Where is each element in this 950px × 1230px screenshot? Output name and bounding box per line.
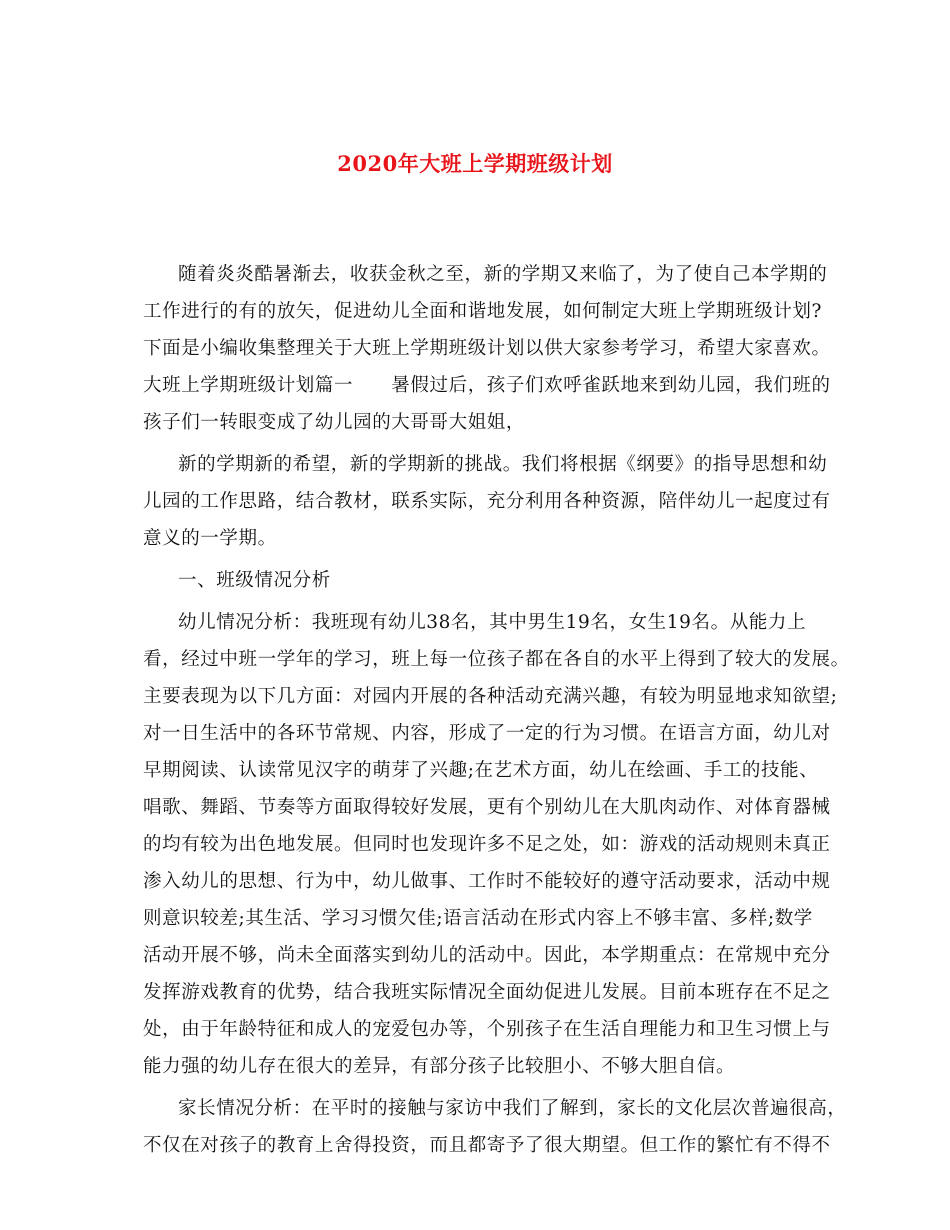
text-line: 能力强的幼儿存在很大的差异，有部分孩子比较胆小、不够大胆自信。 — [143, 1056, 736, 1077]
text-line: 的均有较为出色地发展。但同时也发现许多不足之处，如：游戏的活动规则未真正 — [143, 834, 831, 855]
text-line: 渗入幼儿的思想、行为中，幼儿做事、工作时不能较好的遵守活动要求，活动中规 — [143, 871, 831, 892]
text-line: 幼儿情况分析：我班现有幼儿38名，其中男生19名，女生19名。从能力上 — [178, 612, 807, 633]
text-line: 下面是小编收集整理关于大班上学期班级计划以供大家参考学习，希望大家喜欢。 — [143, 338, 831, 359]
text-line: 看，经过中班一学年的学习，班上每一位孩子都在各自的水平上得到了较大的发展。 — [143, 649, 850, 670]
text-line: 意义的一学期。 — [143, 528, 277, 549]
document-body — [143, 256, 850, 1164]
text-line: 不仅在对孩子的教育上舍得投资，而且都寄予了很大期望。但工作的繁忙有不得不 — [143, 1135, 831, 1156]
text-line: 唱歌、舞蹈、节奏等方面取得较好发展，更有个别幼儿在大肌肉动作、对体育器械 — [143, 797, 831, 818]
text-line: 孩子们一转眼变成了幼儿园的大哥哥大姐姐， — [143, 412, 526, 433]
text-line: 家长情况分析：在平时的接触与家访中我们了解到，家长的文化层次普遍很高， — [178, 1098, 847, 1119]
text-line: 活动开展不够，尚未全面落实到幼儿的活动中。因此，本学期重点：在常规中充分 — [143, 945, 831, 966]
text-line: 一、班级情况分析 — [178, 570, 331, 591]
text-line: 对一日生活中的各环节常规、内容，形成了一定的行为习惯。在语言方面，幼儿对 — [143, 723, 831, 744]
text-line: 儿园的工作思路，结合教材，联系实际，充分利用各种资源，陪伴幼儿一起度过有 — [143, 491, 831, 512]
document-title: 2020年大班上学期班级计划 — [337, 151, 613, 176]
text-line: 发挥游戏教育的优势，结合我班实际情况全面幼促进儿发展。目前本班存在不足之 — [143, 982, 831, 1003]
text-line: 新的学期新的希望，新的学期新的挑战。我们将根据《纲要》的指导思想和幼 — [178, 454, 828, 475]
text-line: 工作进行的有的放矢，促进幼儿全面和谐地发展，如何制定大班上学期班级计划? — [143, 301, 823, 322]
text-line: 处，由于年龄特征和成人的宠爱包办等，个别孩子在生活自理能力和卫生习惯上与 — [143, 1019, 831, 1040]
text-line: 早期阅读、认读常见汉字的萌芽了兴趣;在艺术方面，幼儿在绘画、手工的技能、 — [143, 760, 819, 781]
text-line: 随着炎炎酷暑渐去，收获金秋之至，新的学期又来临了，为了使自己本学期的 — [178, 264, 828, 285]
text-line: 则意识较差;其生活、学习习惯欠佳;语言活动在形式内容上不够丰富、多样;数学 — [143, 908, 813, 929]
text-line: 大班上学期班级计划篇一 暑假过后，孩子们欢呼雀跃地来到幼儿园，我们班的 — [143, 375, 831, 396]
text-line: 主要表现为以下几方面：对园内开展的各种活动充满兴趣，有较为明显地求知欲望; — [143, 686, 838, 707]
